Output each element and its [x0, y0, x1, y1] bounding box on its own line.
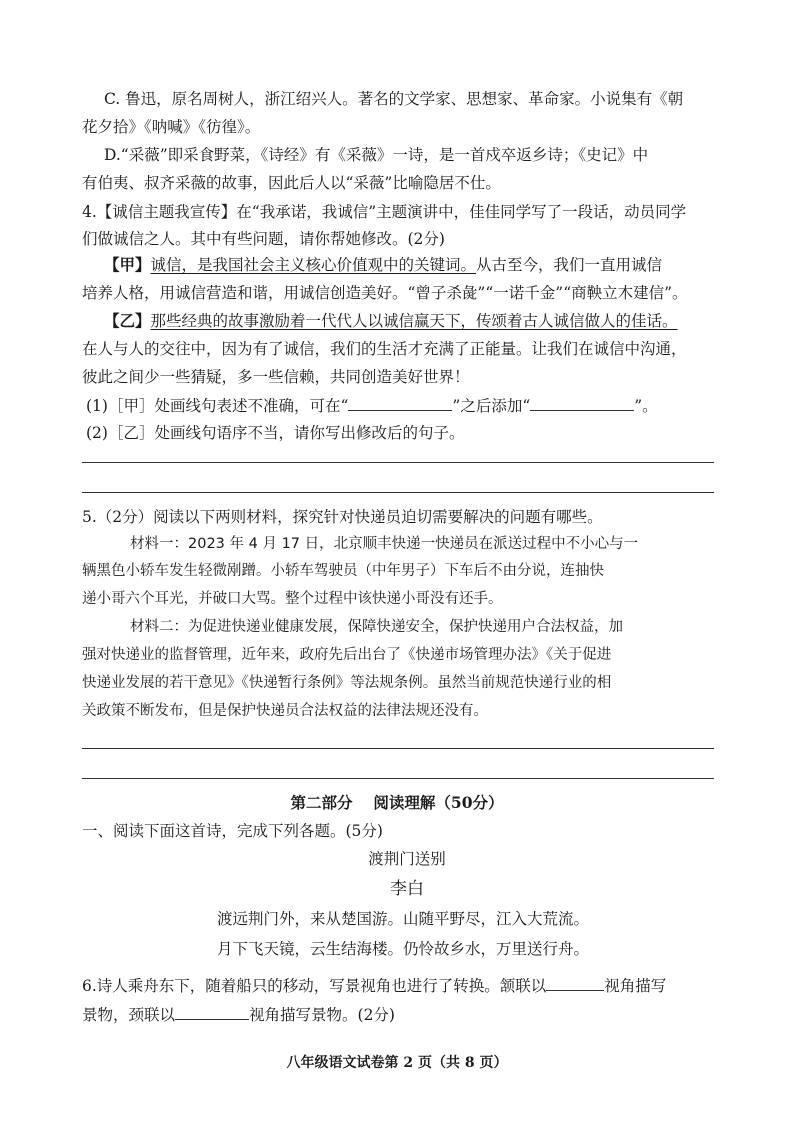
q4-sub1-blank2[interactable]: [530, 394, 634, 411]
answer-line-1[interactable]: [82, 462, 714, 463]
jia-underlined-sentence: 诚信，是我国社会主义核心价值观中的关键词。: [150, 256, 477, 274]
q6-text-a: 6.诗人乘舟东下，随着船只的移动，写景视角也进行了转换。颔联以: [82, 977, 547, 995]
answer-line-2[interactable]: [82, 492, 714, 493]
q4-sub1-blank1[interactable]: [348, 394, 452, 411]
q4-paragraph2-line2: 在人与人的交往中，因为有了诚信，我们的生活才充满了正能量。让我们在诚信中沟通，: [82, 340, 687, 358]
q4-sub1-text-a: (1)［甲］处画线句表述不准确，可在“: [86, 397, 349, 415]
q4-prompt-line1: 4.【诚信主题我宣传】在“我承诺，我诚信”主题演讲中，佳佳同学写了一段话，动员同学: [82, 203, 687, 221]
poem-title: 渡荆门送别: [368, 850, 446, 868]
q4-paragraph-line2: 培养人格，用诚信营造和谐，用诚信创造美好。“曾子杀彘”“一诺千金”“商鞅立木建信”。: [82, 284, 688, 302]
option-c-line1: C. 鲁迅，原名周树人，浙江绍兴人。著名的文学家、思想家、革命家。小说集有《朝: [104, 90, 684, 108]
q5-material2-line4: 关政策不断发布，但是保护快递员合法权益的法律法规还没有。: [82, 703, 488, 719]
section1-prompt: 一、阅读下面这首诗，完成下列各题。(5分): [82, 822, 383, 840]
q6-blank2[interactable]: [175, 1003, 249, 1020]
q6-line2: [82, 1003, 395, 1026]
q5-material1-line3: 递小哥六个耳光，并破口大骂。整个过程中该快递小哥没有还手。: [82, 591, 503, 607]
q5-prompt: 5.（2分）阅读以下两则材料，探究针对快递员迫切需要解决的问题有哪些。: [82, 508, 603, 526]
q5-material2-line1: 材料二：为促进快递业健康发展，保障快递安全，保护快递用户合法权益，加: [130, 619, 623, 635]
option-d-line1: D.“采薇”即采食野菜，《诗经》有《采薇》一诗，是一首戍卒返乡诗；《史记》中: [104, 146, 649, 164]
q6-text-d: 视角描写景物。(2分): [249, 1006, 395, 1024]
q4-sub1: [86, 394, 658, 417]
yi-underlined-sentence: 那些经典的故事激励着一代代人以诚信赢天下，传颂着古人诚信做人的佳话。: [150, 312, 678, 330]
option-d-line2: 有伯夷、叔齐采薇的故事，因此后人以“采薇”比喻隐居不仕。: [82, 174, 501, 192]
q4-paragraph-yi: [104, 310, 678, 332]
page-footer: 八年级语文试卷第 2 页（共 8 页）: [286, 1055, 508, 1071]
option-c-line2: 花夕拾》《呐喊》《彷徨》。: [82, 118, 261, 136]
poem-line-2: 月下飞天镜，云生结海楼。仍怜故乡水，万里送行舟。: [216, 940, 589, 958]
q4-sub1-text-b: ”之后添加“: [452, 397, 531, 415]
q6-text-b: 视角描写: [604, 977, 667, 995]
q4-paragraph2-line3: 彼此之间少一些猜疑，多一些信赖，共同创造美好世界！: [82, 368, 470, 386]
poem-line-1: 渡远荆门外，来从楚国游。山随平野尽，江入大荒流。: [216, 910, 589, 928]
q4-paragraph-jia: [104, 254, 662, 276]
q5-material1-line2: 辆黑色小轿车发生轻微剐蹭。小轿车驾驶员（中年男子）下车后不由分说，连抽快: [82, 563, 604, 579]
q4-sub2: (2)［乙］处画线句语序不当，请你写出修改后的句子。: [86, 424, 465, 442]
part2-heading: 第二部分 阅读理解（50分）: [290, 793, 504, 812]
q5-material2-line2: 强对快递业的监督管理，近年来，政府先后出台了《快递市场管理办法》《关于促进: [82, 647, 612, 663]
q6-text-c: 景物，颈联以: [82, 1006, 176, 1024]
answer-line-4[interactable]: [82, 778, 714, 779]
q6-line1: [82, 974, 666, 997]
q5-material2-line3: 快递业发展的若干意见》《快递暂行条例》等法规条例。虽然当前规范快递行业的相: [82, 675, 612, 691]
q4-prompt-line2: 们做诚信之人。其中有些问题，请你帮她修改。(2分): [82, 230, 445, 248]
jia-rest: 从古至今，我们一直用诚信: [476, 256, 663, 274]
q5-material1-line1: 材料一：2023 年 4 月 17 日，北京顺丰快递一快递员在派送过程中不小心与一: [130, 536, 639, 552]
q4-sub1-text-c: ”。: [634, 397, 658, 415]
answer-line-3[interactable]: [82, 748, 714, 749]
yi-tag: 【乙】: [104, 311, 151, 330]
q6-blank1[interactable]: [546, 974, 604, 991]
poem-author: 李白: [390, 879, 424, 899]
jia-tag: 【甲】: [104, 255, 151, 274]
